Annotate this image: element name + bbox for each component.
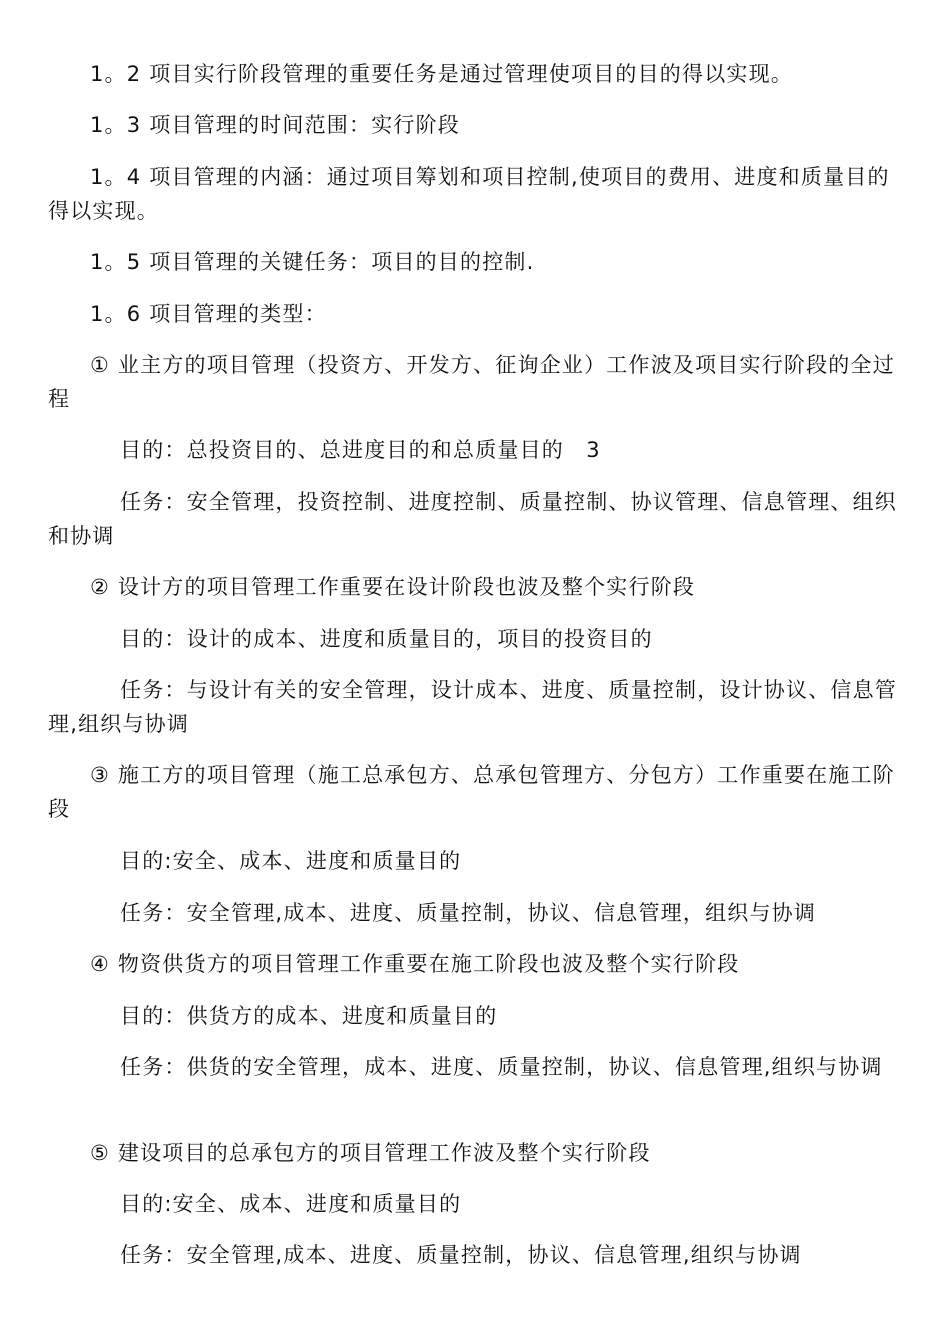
supplier-tasks: 任务：供货的安全管理，成本、进度、质量控制，协议、信息管理,组织与协调 [120,1055,883,1079]
paragraph-1-6: 1。6 项目管理的类型： [90,302,327,326]
supplier-heading: ④ 物资供货方的项目管理工作重要在施工阶段也波及整个实行阶段 [90,952,740,976]
designer-heading: ② 设计方的项目管理工作重要在设计阶段也波及整个实行阶段 [90,575,696,599]
paragraph-1-5: 1。5 项目管理的关键任务：项目的目的控制. [90,250,535,274]
contractor-tasks: 任务：安全管理,成本、进度、质量控制，协议、信息管理，组织与协调 [120,901,817,925]
designer-objective: 目的：设计的成本、进度和质量目的，项目的投资目的 [120,627,653,651]
owner-objective: 目的：总投资目的、总进度目的和总质量目的 3 [120,438,601,462]
general-contractor-objective: 目的:安全、成本、进度和质量目的 [120,1192,462,1216]
paragraph-1-3: 1。3 项目管理的时间范围：实行阶段 [90,113,460,137]
contractor-objective: 目的:安全、成本、进度和质量目的 [120,849,462,873]
paragraph-1-2: 1。2 项目实行阶段管理的重要任务是通过管理使项目的目的得以实现。 [90,62,793,86]
designer-tasks: 任务：与设计有关的安全管理，设计成本、进度、质量控制，设计协议、信息管理,组织与协调 [48,678,897,736]
general-contractor-tasks: 任务：安全管理,成本、进度、质量控制，协议、信息管理,组织与协调 [120,1243,802,1267]
paragraph-1-4: 1。4 项目管理的内涵：通过项目筹划和项目控制,使项目的费用、进度和质量目的得以实现。 [48,165,890,223]
supplier-objective: 目的：供货方的成本、进度和质量目的 [120,1004,498,1028]
contractor-heading: ③ 施工方的项目管理（施工总承包方、总承包管理方、分包方）工作重要在施工阶段 [48,763,895,821]
general-contractor-heading: ⑤ 建设项目的总承包方的项目管理工作波及整个实行阶段 [90,1141,651,1165]
owner-heading: ① 业主方的项目管理（投资方、开发方、征询企业）工作波及项目实行阶段的全过程 [48,353,895,411]
owner-tasks: 任务：安全管理，投资控制、进度控制、质量控制、协议管理、信息管理、组织和协调 [48,490,897,548]
